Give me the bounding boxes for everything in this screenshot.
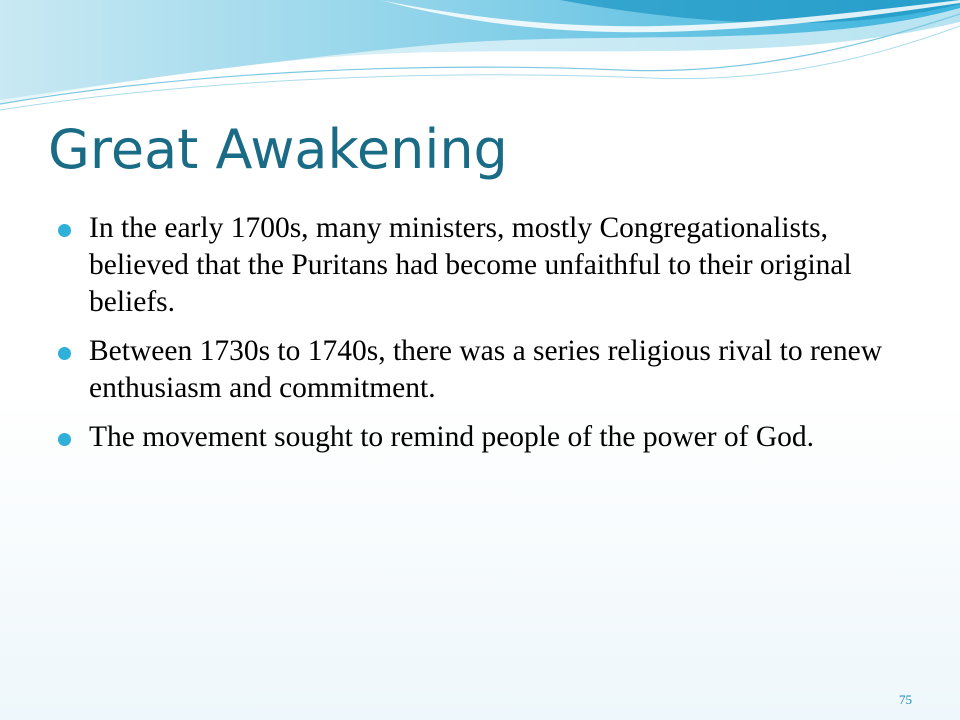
bullet-item [58,419,908,456]
bullet-text: The movement sought to remind people of the power of God. [89,421,815,453]
bullet-item [58,333,908,407]
slide-title: Great Awakening [48,118,508,181]
bullet-list [58,210,908,468]
bullet-text: In the early 1700s, many ministers, mostly Congregationalists, believed that the Puritans had become unfaithful to their original beliefs. [89,212,852,318]
bullet-dot-icon [58,347,71,360]
bullet-text: Between 1730s to 1740s, there was a series religious rival to renew enthusiasm and commitment. [89,335,883,404]
header-wave-decoration [0,0,960,120]
bullet-dot-icon [58,433,71,446]
page-number: 75 [899,692,912,707]
bullet-item [58,210,908,321]
bullet-dot-icon [58,224,71,237]
